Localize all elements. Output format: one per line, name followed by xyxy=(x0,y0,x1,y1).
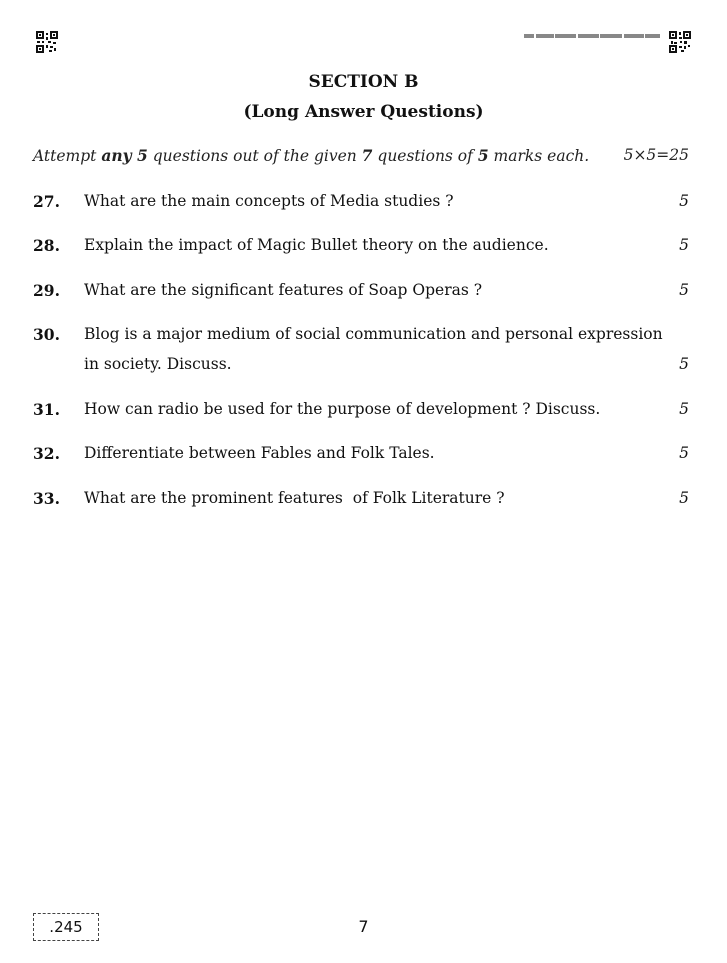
question-number: 31. xyxy=(33,400,60,419)
question-marks: 5 xyxy=(679,236,689,254)
section-title: SECTION B xyxy=(308,72,419,92)
marks-scheme: 5×5=25 xyxy=(623,146,689,164)
question-marks: 5 xyxy=(679,400,689,418)
question-text: Blog is a major medium of social communication and personal expression xyxy=(84,325,663,343)
paper-code: .245 xyxy=(33,913,99,941)
question-number: 27. xyxy=(33,192,60,211)
question-number: 29. xyxy=(33,281,60,300)
instructions xyxy=(33,146,590,165)
question-text: What are the main concepts of Media studies ? xyxy=(84,192,454,210)
barcode-icon xyxy=(524,34,660,38)
question-marks: 5 xyxy=(679,355,689,373)
question-marks: 5 xyxy=(679,192,689,210)
instructions-emphasis: 5 xyxy=(477,146,489,165)
question-text: in society. Discuss. xyxy=(84,355,232,373)
question-number: 28. xyxy=(33,236,60,255)
question-marks: 5 xyxy=(679,281,689,299)
instructions-text: questions of xyxy=(372,147,478,165)
question-number: 32. xyxy=(33,444,60,463)
instructions-text: Attempt xyxy=(33,147,102,165)
instructions-emphasis: any 5 xyxy=(101,146,148,165)
page-number: 7 xyxy=(358,917,369,936)
question-number: 33. xyxy=(33,489,60,508)
question-number: 30. xyxy=(33,325,60,344)
question-text: What are the prominent features of Folk Literature ? xyxy=(84,489,505,507)
instructions-text: questions out of the given xyxy=(147,147,362,165)
section-subtitle: (Long Answer Questions) xyxy=(243,102,484,122)
question-text: What are the significant features of Soap Operas ? xyxy=(84,281,483,299)
question-marks: 5 xyxy=(679,444,689,462)
question-text: Differentiate between Fables and Folk Tales. xyxy=(84,444,435,462)
qr-code-icon xyxy=(669,31,691,53)
instructions-text: marks each. xyxy=(488,147,590,165)
question-text: How can radio be used for the purpose of development ? Discuss. xyxy=(84,400,601,418)
qr-code-icon xyxy=(36,31,58,53)
instructions-emphasis: 7 xyxy=(361,146,373,165)
question-text: Explain the impact of Magic Bullet theory on the audience. xyxy=(84,236,549,254)
question-marks: 5 xyxy=(679,489,689,507)
